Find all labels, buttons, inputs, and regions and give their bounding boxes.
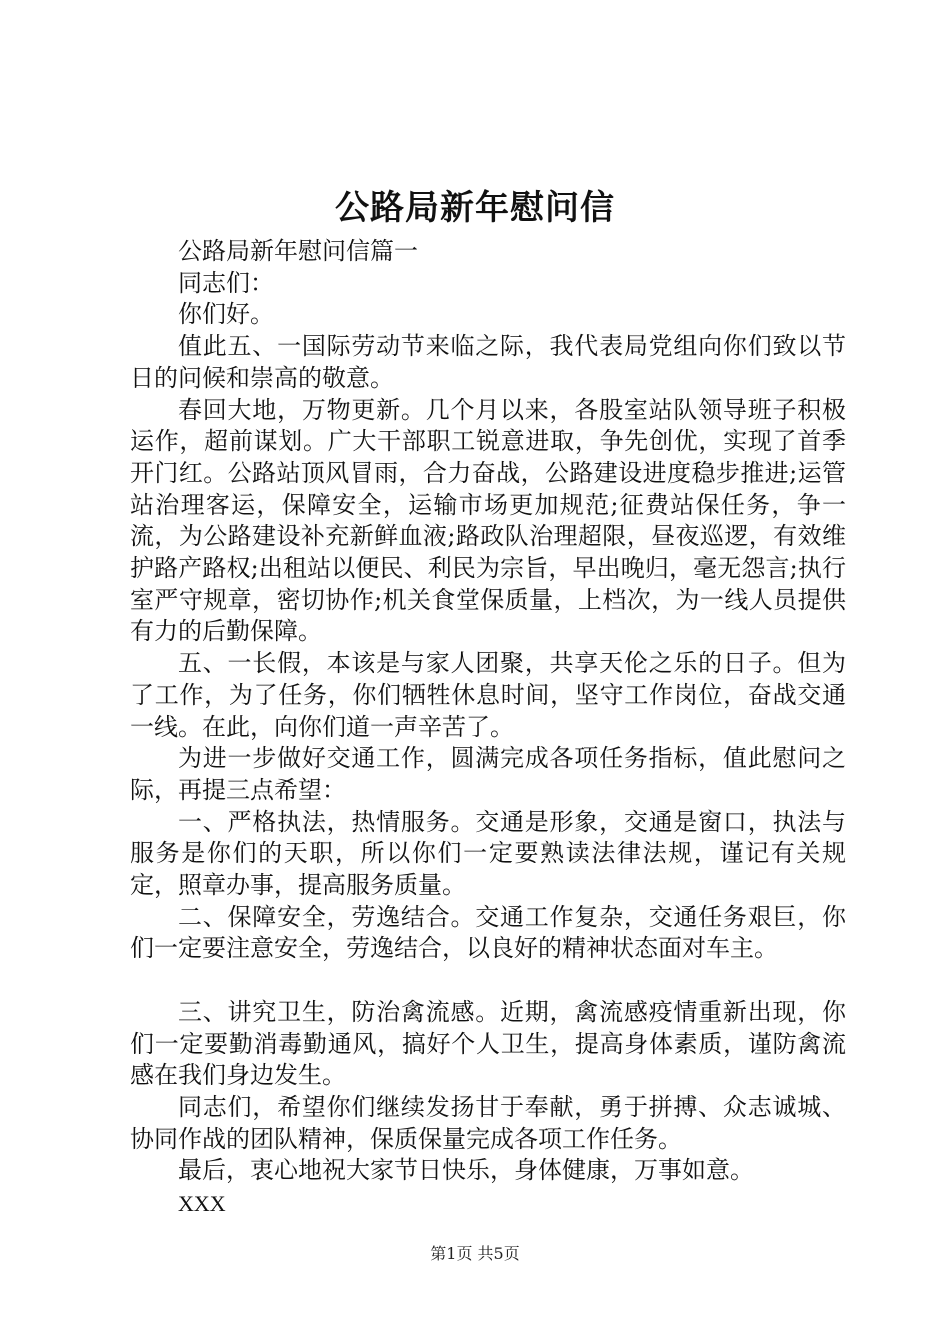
signature: XXX xyxy=(178,1191,226,1217)
paragraph-heading: 公路局新年慰问信篇一 xyxy=(178,237,418,265)
paragraph-hope-two: 二、保障安全，劳逸结合。交通工作复杂，交通任务艰巨，你们一定要注意安全，劳逸结合，以良好的精神状态面对车主。 xyxy=(130,902,846,963)
paragraph-holiday: 五、一长假，本该是与家人团聚，共享天伦之乐的日子。但为了工作，为了任务，你们牺牲休息时间，坚守工作岗位，奋战交通一线。在此，向你们道一声辛苦了。 xyxy=(130,649,846,741)
document-body xyxy=(130,236,846,1221)
paragraph-greeting: 你们好。 xyxy=(178,300,274,329)
page-number-footer: 第1页 共5页 xyxy=(430,1244,520,1263)
paragraph-intro: 值此五、一国际劳动节来临之际，我代表局党组向你们致以节日的问候和崇高的敬意。 xyxy=(130,332,846,392)
paragraph-closing: 最后，衷心地祝大家节日快乐，身体健康，万事如意。 xyxy=(178,1156,754,1185)
paragraph-encouragement: 同志们，希望你们继续发扬甘于奉献，勇于拼搏、众志诚城、协同作战的团队精神，保质保量完成各项工作任务。 xyxy=(130,1092,846,1153)
paragraph-achievements: 春回大地，万物更新。几个月以来，各股室站队领导班子积极运作，超前谋划。广大干部职工锐意进取，争先创优，实现了首季开门红。公路站顶风冒雨，合力奋战，公路建设进度稳步推进;运管站治理客运，保障安全，运输市场更加规范;征费站保任务，争一流，为公路建设补充新鲜血液;路政队治理超限，昼夜巡逻，有效维护路产路权;出租站以便民、利民为宗旨，早出晚归，毫无怨言;执行室严守规章，密切协作;机关食堂保质量，上档次，为一线人员提供有力的后勤保障。 xyxy=(130,395,846,646)
paragraph-hope-three: 三、讲究卫生，防治禽流感。近期，禽流感疫情重新出现，你们一定要勤消毒勤通风，搞好个人卫生，提高身体素质，谨防禽流感在我们身边发生。 xyxy=(130,997,846,1090)
paragraph-hopes-intro: 为进一步做好交通工作，圆满完成各项任务指标，值此慰问之际，再提三点希望： xyxy=(130,744,846,804)
paragraph-hope-one: 一、严格执法，热情服务。交通是形象，交通是窗口，执法与服务是你们的天职，所以你们一定要熟读法律法规，谨记有关规定，照章办事，提高服务质量。 xyxy=(130,807,846,900)
document-title: 公路局新年慰问信 xyxy=(335,188,615,228)
paragraph-salutation: 同志们： xyxy=(178,268,274,297)
